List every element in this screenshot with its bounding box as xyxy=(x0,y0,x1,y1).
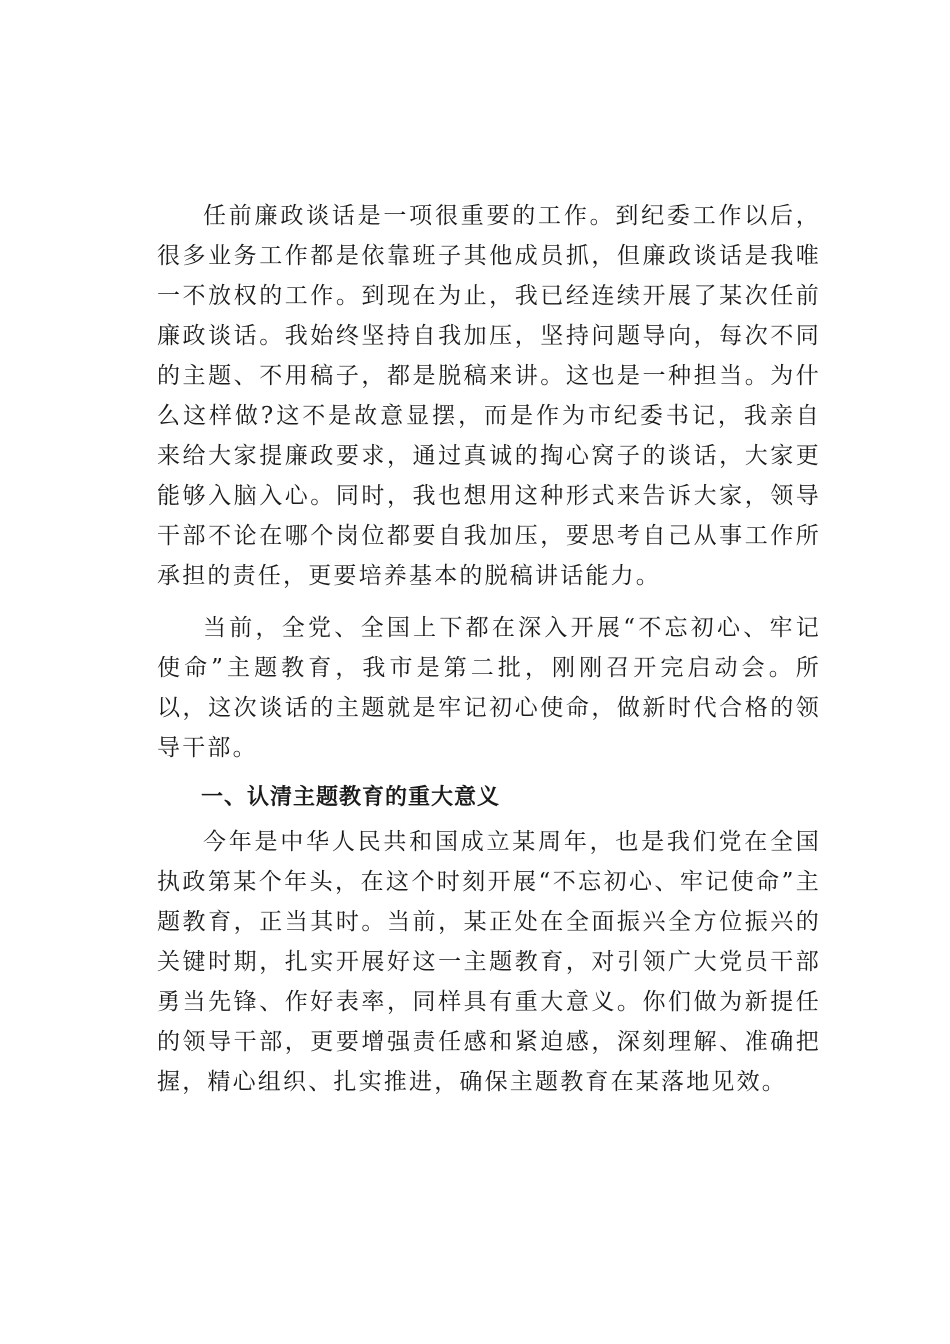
section-paragraph: 今年是中华人民共和国成立某周年，也是我们党在全国执政第某个年头，在这个时刻开展“不忘初心、牢记使命”主题教育，正当其时。当前，某正处在全面振兴全方位振兴的关键时期，扎实开展好这一主题教育，对引领广大党员干部勇当先锋、作好表率，同样具有重大意义。你们做为新提任的领导干部，更要增强责任感和紧迫感，深刻理解、准确把握，精心组织、扎实推进，确保主题教育在某落地见效。 xyxy=(157,829,821,1095)
paragraph-1: 任前廉政谈话是一项很重要的工作。到纪委工作以后，很多业务工作都是依靠班子其他成员抓，但廉政谈话是我唯一不放权的工作。到现在为止，我已经连续开展了某次任前廉政谈话。我始终坚持自我加压，坚持问题导向，每次不同的主题、不用稿子，都是脱稿来讲。这也是一种担当。为什么这样做?这不是故意显摆，而是作为市纪委书记，我亲自来给大家提廉政要求，通过真诚的掏心窝子的谈话，大家更能够入脑入心。同时，我也想用这种形式来告诉大家，领导干部不论在哪个岗位都要自我加压，要思考自己从事工作所承担的责任，更要培养基本的脱稿讲话能力。 xyxy=(157,203,821,589)
document-body xyxy=(157,196,821,1102)
section-heading: 一、认清主题教育的重大意义 xyxy=(201,785,501,810)
paragraph-2: 当前，全党、全国上下都在深入开展“不忘初心、牢记使命”主题教育，我市是第二批，刚刚召开完启动会。所以，这次谈话的主题就是牢记初心使命，做新时代合格的领导干部。 xyxy=(157,615,821,761)
